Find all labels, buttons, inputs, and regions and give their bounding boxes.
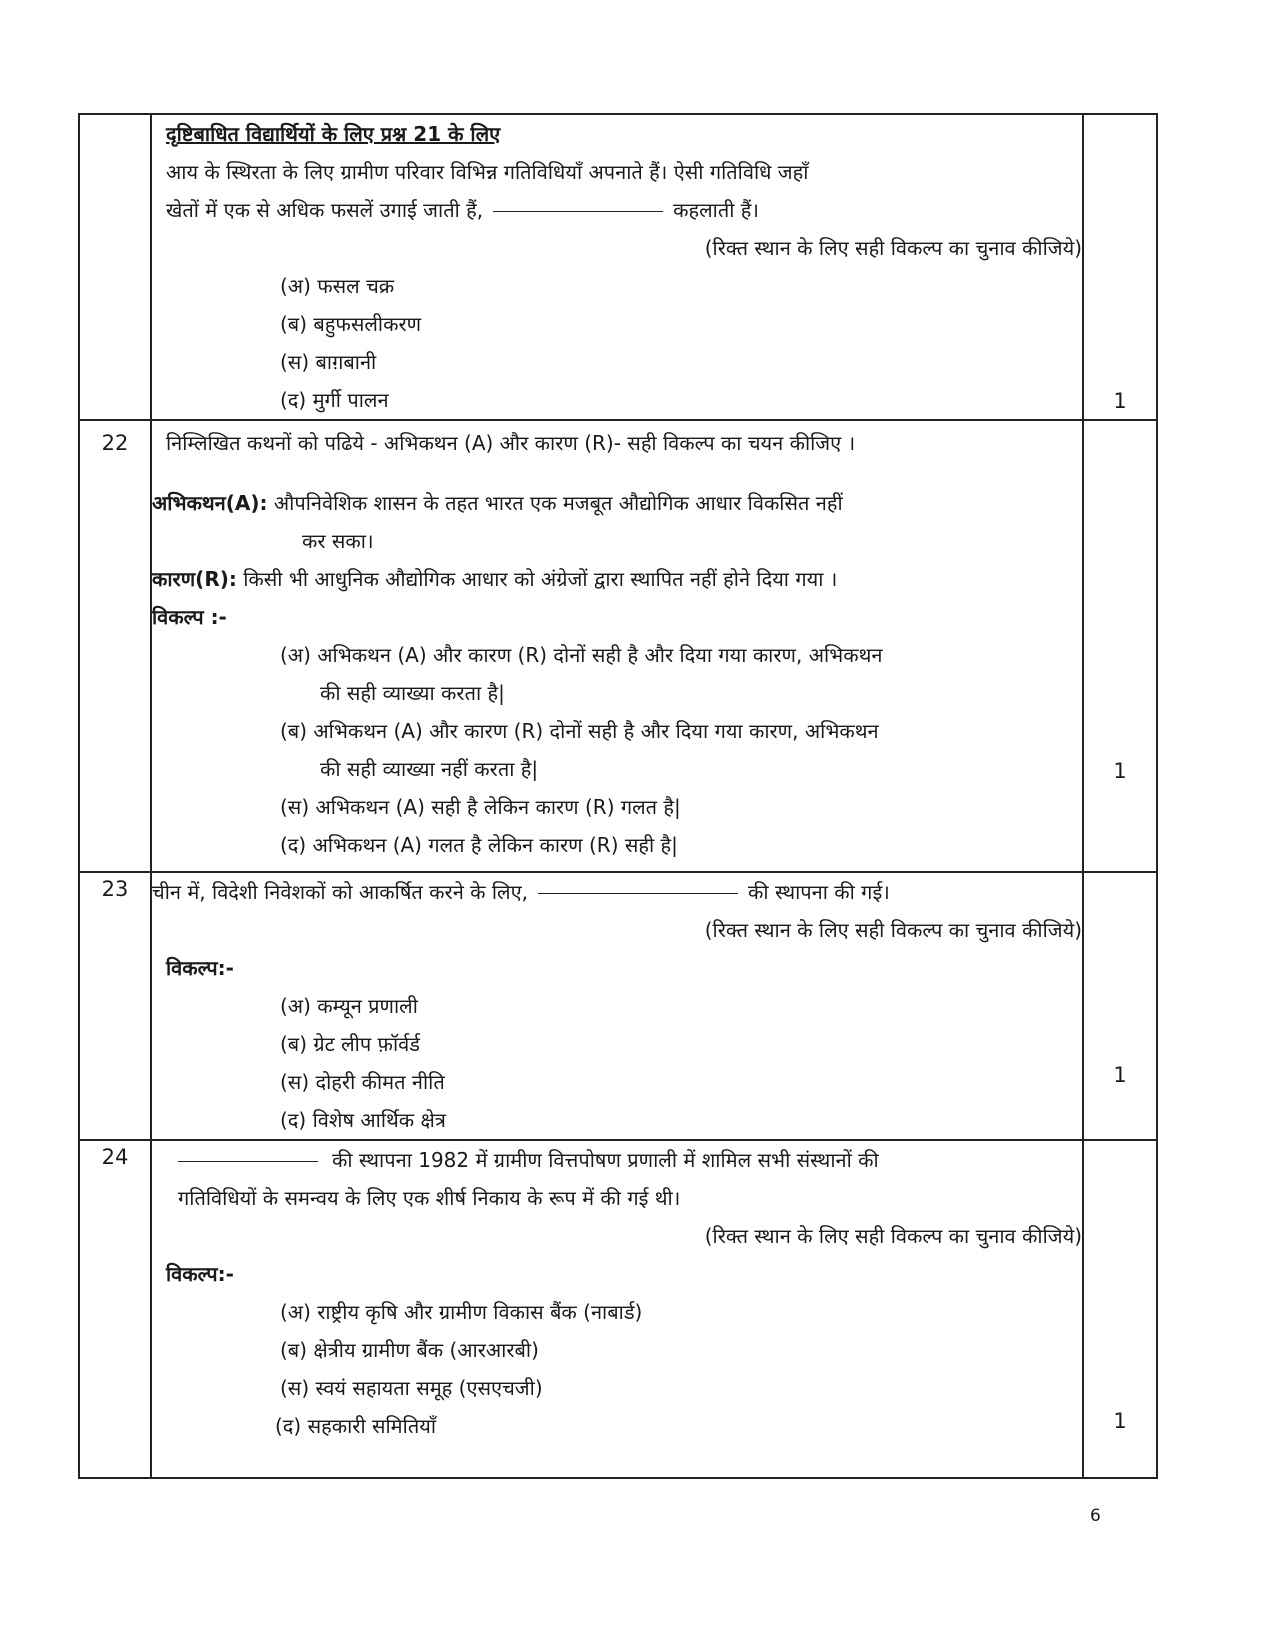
fill-blank bbox=[178, 1161, 318, 1162]
question-intro: निम्लिखित कथनों को पढिये - अभिकथन (A) और कारण (R)- सही विकल्प का चयन कीजिए । bbox=[166, 431, 856, 455]
option-b: (ब) क्षेत्रीय ग्रामीण बैंक (आरआरबी) bbox=[280, 1338, 539, 1362]
reason-label: कारण(R): bbox=[152, 567, 237, 591]
option-a: (अ) अभिकथन (A) और कारण (R) दोनों सही है और दिया गया कारण, अभिकथन bbox=[280, 643, 883, 667]
marks-cell: 1 bbox=[1083, 114, 1157, 420]
page-number: 6 bbox=[1090, 1506, 1101, 1526]
options-label: विकल्प:- bbox=[166, 956, 234, 980]
question-text-line: गतिविधियों के समन्वय के लिए एक शीर्ष निकाय के रूप में की गई थी। bbox=[178, 1186, 681, 1210]
question-body-24 bbox=[151, 1140, 1083, 1478]
option-b: (ब) बहुफसलीकरण bbox=[280, 312, 422, 336]
option-a: (अ) कम्यून प्रणाली bbox=[280, 994, 418, 1018]
question-row-21 bbox=[79, 114, 1157, 420]
question-text-line: आय के स्थिरता के लिए ग्रामीण परिवार विभिन्न गतिविधियाँ अपनाते हैं। ऐसी गतिविधि जहाँ bbox=[166, 160, 809, 184]
question-heading: दृष्टिबाधित विद्यार्थियों के लिए प्रश्न 21 के लिए bbox=[166, 122, 501, 146]
marks-cell: 1 bbox=[1083, 872, 1157, 1140]
option-b-cont: की सही व्याख्या नहीं करता है| bbox=[320, 757, 539, 781]
fill-blank bbox=[493, 211, 663, 212]
option-a: (अ) राष्ट्रीय कृषि और ग्रामीण विकास बैंक (नाबार्ड) bbox=[280, 1300, 643, 1324]
question-number-cell: 24 bbox=[79, 1140, 151, 1478]
option-a: (अ) फसल चक्र bbox=[280, 274, 395, 298]
marks-cell: 1 bbox=[1083, 420, 1157, 872]
question-row-23 bbox=[79, 872, 1157, 1140]
instruction-text: (रिक्त स्थान के लिए सही विकल्प का चुनाव कीजिये) bbox=[704, 236, 1082, 260]
option-b: (ब) ग्रेट लीप फ़ॉर्वर्ड bbox=[280, 1032, 420, 1056]
question-row-24 bbox=[79, 1140, 1157, 1478]
question-body-23 bbox=[151, 872, 1083, 1140]
assertion-label: अभिकथन(A): bbox=[152, 491, 268, 515]
option-c: (स) बाग़बानी bbox=[280, 350, 377, 374]
question-text-line: खेतों में एक से अधिक फसलें उगाई जाती हैं, कहलाती हैं। bbox=[166, 198, 759, 222]
option-d: (द) विशेष आर्थिक क्षेत्र bbox=[280, 1108, 446, 1132]
option-d: (द) मुर्गी पालन bbox=[280, 388, 389, 412]
option-c: (स) स्वयं सहायता समूह (एसएचजी) bbox=[280, 1376, 543, 1400]
assertion-line-cont: कर सका। bbox=[302, 529, 374, 553]
option-c: (स) अभिकथन (A) सही है लेकिन कारण (R) गलत है| bbox=[280, 795, 681, 819]
reason-line: कारण(R): किसी भी आधुनिक औद्योगिक आधार को अंग्रेजों द्वारा स्थापित नहीं होने दिया गया । bbox=[152, 567, 838, 591]
question-body-21 bbox=[151, 114, 1083, 420]
question-number-cell bbox=[79, 114, 151, 420]
question-number-cell: 23 bbox=[79, 872, 151, 1140]
marks-cell: 1 bbox=[1083, 1140, 1157, 1478]
option-d: (द) सहकारी समितियाँ bbox=[275, 1414, 437, 1438]
options-label: विकल्प:- bbox=[166, 1262, 234, 1286]
question-body-22 bbox=[151, 420, 1083, 872]
question-text-line: चीन में, विदेशी निवेशकों को आकर्षित करने के लिए, की स्थापना की गई। bbox=[152, 880, 890, 904]
fill-blank bbox=[538, 893, 738, 894]
option-d: (द) अभिकथन (A) गलत है लेकिन कारण (R) सही है| bbox=[280, 833, 678, 857]
question-text-line: की स्थापना 1982 में ग्रामीण वित्तपोषण प्रणाली में शामिल सभी संस्थानों की bbox=[152, 1141, 1082, 1179]
instruction-text: (रिक्त स्थान के लिए सही विकल्प का चुनाव कीजिये) bbox=[704, 1224, 1082, 1248]
options-label: विकल्प :- bbox=[152, 605, 227, 629]
option-a-cont: की सही व्याख्या करता है| bbox=[320, 681, 505, 705]
question-row-22 bbox=[79, 420, 1157, 872]
assertion-line: अभिकथन(A): औपनिवेशिक शासन के तहत भारत एक मजबूत औद्योगिक आधार विकसित नहीं bbox=[152, 491, 843, 515]
question-table bbox=[78, 113, 1158, 1479]
option-c: (स) दोहरी कीमत नीति bbox=[280, 1070, 445, 1094]
instruction-text: (रिक्त स्थान के लिए सही विकल्प का चुनाव कीजिये) bbox=[704, 918, 1082, 942]
question-number-cell: 22 bbox=[79, 420, 151, 872]
option-b: (ब) अभिकथन (A) और कारण (R) दोनों सही है और दिया गया कारण, अभिकथन bbox=[280, 719, 879, 743]
